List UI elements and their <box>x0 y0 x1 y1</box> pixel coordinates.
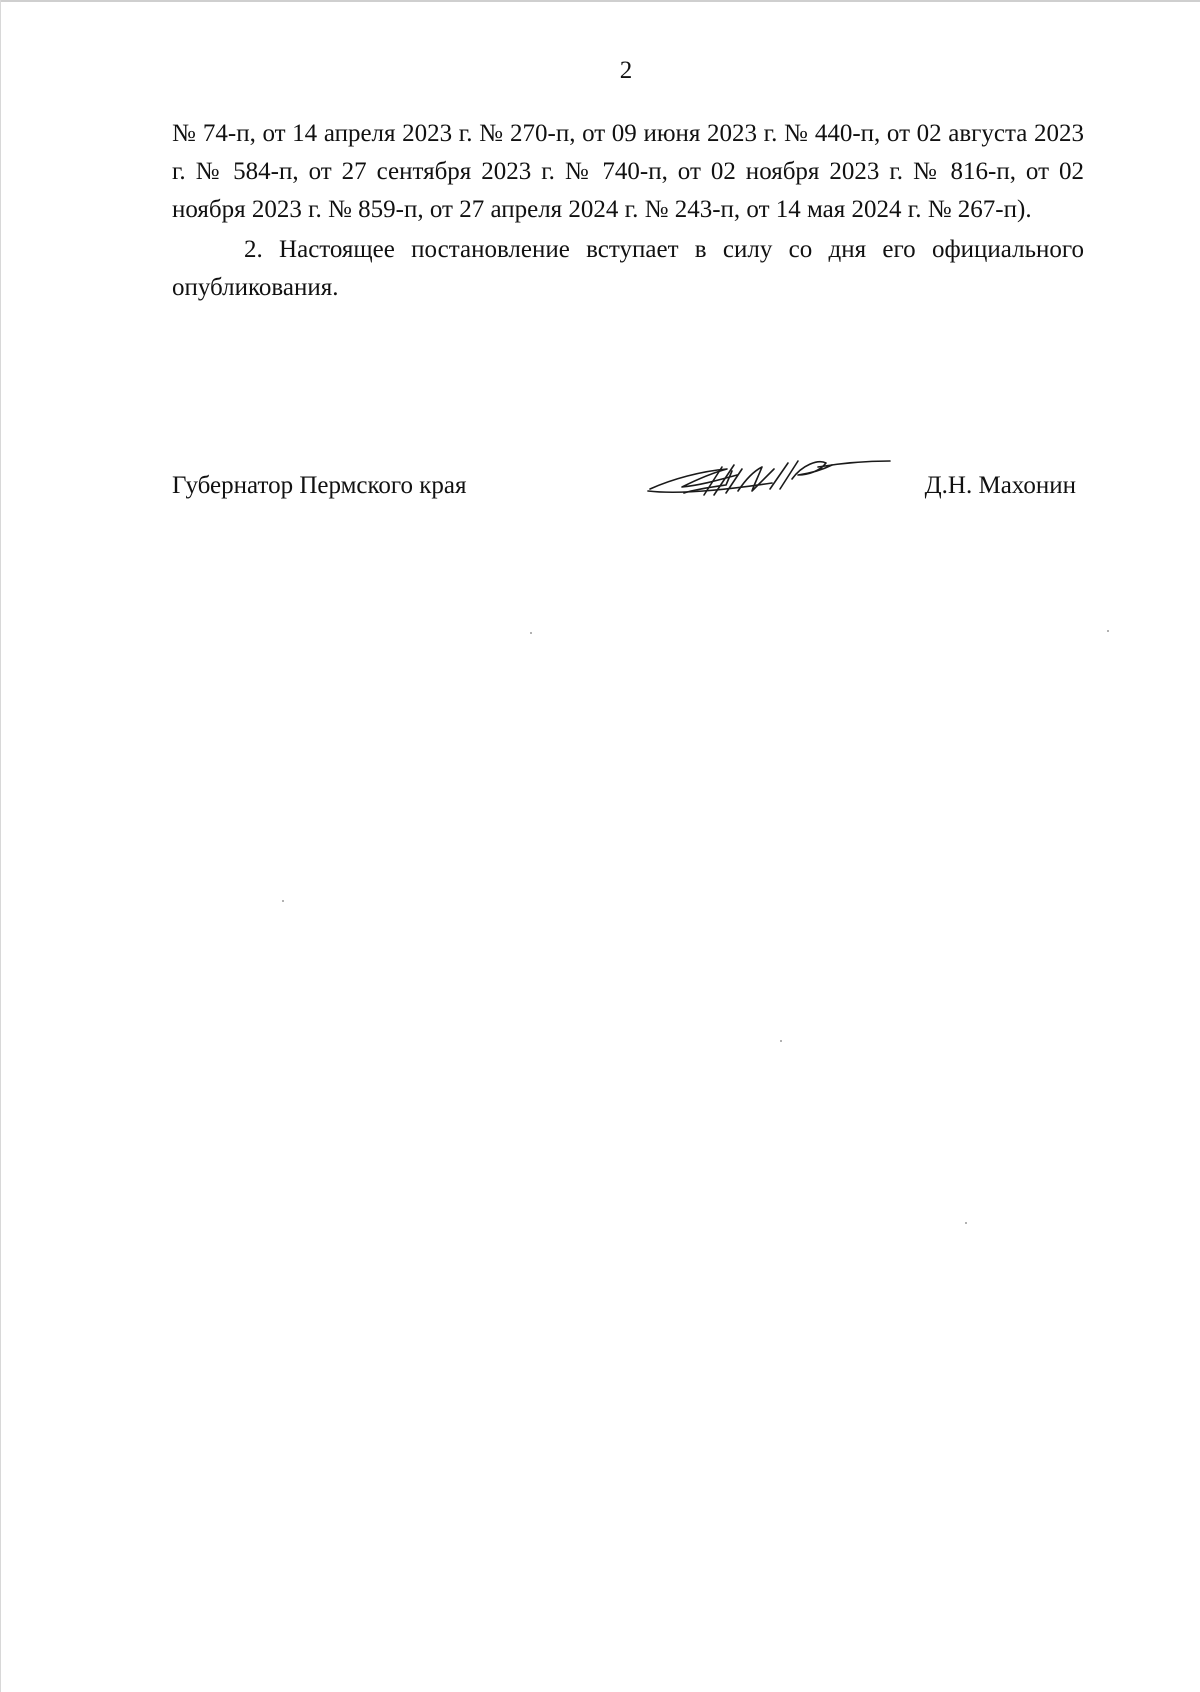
scan-edge-left <box>0 0 1 1692</box>
scan-speck <box>530 632 532 634</box>
signatory-position: Губернатор Пермского края <box>172 472 467 499</box>
signature-block <box>172 455 1076 515</box>
handwritten-signature <box>642 449 892 509</box>
paragraph-continuation: № 74-п, от 14 апреля 2023 г. № 270-п, от 09 июня 2023 г. № 440-п, от 02 августа 2023 г. № 584-п, от 27 сентября 2023 г. № 740-п, от 02 ноября 2023 г. № 816-п, от 02 ноября 2023 г. № 859-п, от 27 апреля 2024 г. № 243-п, от 14 мая 2024 г. № 267-п). <box>172 120 1084 223</box>
scan-speck <box>1107 630 1109 632</box>
document-body <box>172 115 1084 307</box>
scan-speck <box>965 1222 967 1224</box>
paragraph-effective-date: 2. Настоящее постановление вступает в силу со дня его официального опубликования. <box>172 236 1084 301</box>
signatory-name: Д.Н. Махонин <box>924 472 1076 499</box>
scan-speck <box>282 900 284 902</box>
page-number: 2 <box>619 57 633 84</box>
scan-speck <box>780 1040 782 1042</box>
scan-edge-top <box>0 0 1200 2</box>
